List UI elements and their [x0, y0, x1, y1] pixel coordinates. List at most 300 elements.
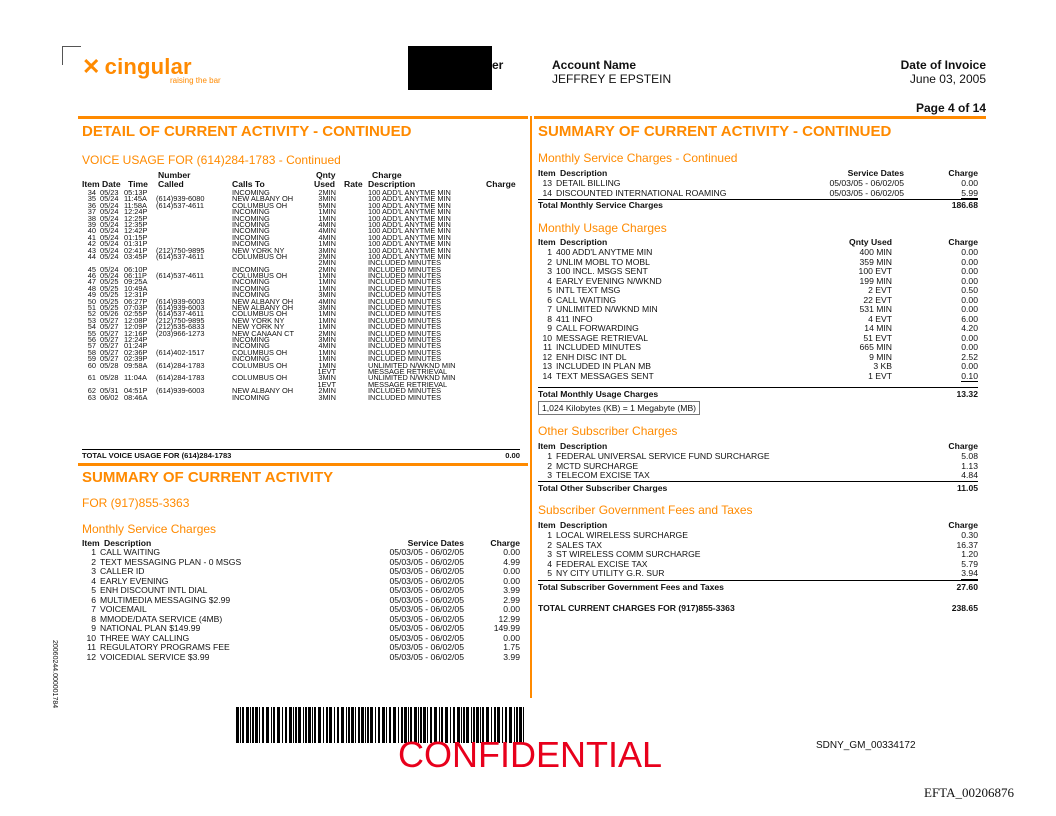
mu-qty: 400 MIN	[859, 247, 892, 257]
mc-item: 14	[542, 187, 552, 198]
gov-row	[538, 569, 978, 579]
mu-charge: 4.20	[961, 323, 978, 333]
voice-used: 3MIN	[318, 392, 336, 402]
mu-qty: 1 EVT	[868, 370, 892, 381]
voice-date: 05/24	[100, 219, 119, 229]
voice-time: 06:10P	[124, 264, 148, 274]
barcode-bar	[326, 707, 328, 743]
voice-date: 05/25	[100, 303, 119, 313]
voice-desc: INCLUDED MINUTES	[368, 309, 442, 319]
left-top-rule	[78, 116, 528, 119]
voice-called: (614)939-6003	[156, 296, 205, 306]
mu-qty: 14 MIN	[864, 323, 892, 333]
voice-hdr-charge-top: Charge	[372, 170, 402, 180]
ms-desc: VOICEDIAL SERVICE $3.99	[100, 651, 210, 662]
voice-used: 1MIN	[318, 309, 336, 319]
barcode-bar	[323, 707, 324, 743]
voice-desc: 100 ADD'L ANYTME MIN	[368, 213, 451, 223]
voice-item: 42	[87, 239, 96, 249]
mu-desc: TEXT MESSAGES SENT	[556, 370, 654, 381]
mc-hdr-charge: Charge	[948, 168, 978, 178]
ms-charge: 3.99	[503, 651, 520, 662]
voice-used: 3MIN	[318, 303, 336, 313]
barcode-bar	[293, 707, 294, 743]
voice-used: 3MIN	[318, 334, 336, 344]
gf-charge: 16.37	[956, 539, 978, 550]
voice-item: 60	[87, 360, 96, 370]
ms-item: 3	[91, 566, 96, 576]
mu-qty: 22 EVT	[863, 294, 892, 305]
confidential-stamp: CONFIDENTIAL	[398, 734, 663, 775]
ms-item: 11	[87, 642, 96, 652]
voice-used: 2MIN	[318, 264, 336, 274]
left-mid-rule	[78, 463, 528, 466]
voice-item: 56	[87, 334, 96, 344]
voice-used: 1MIN	[318, 354, 336, 364]
mu-qty: 199 MIN	[859, 275, 892, 286]
voice-callsto: INCOMING	[232, 341, 270, 351]
voice-time: 01:15P	[124, 232, 148, 242]
voice-item: 43	[87, 245, 96, 255]
oc-desc: FEDERAL UNIVERSAL SERVICE FUND SURCHARGE	[556, 451, 770, 461]
gf-desc: SALES TAX	[556, 539, 603, 550]
voice-desc: 100 ADD'L ANYTME MIN	[368, 219, 451, 229]
voice-callsto: INCOMING	[232, 354, 270, 364]
mu-qty: 359 MIN	[859, 256, 892, 267]
for-line: FOR (917)855-3363	[82, 496, 190, 510]
logo-tagline: raising the bar	[170, 76, 221, 85]
voice-desc: INCLUDED MINUTES	[368, 386, 442, 396]
mc-dates: 05/03/05 - 06/02/05	[829, 187, 904, 198]
voice-time: 01:24P	[124, 341, 148, 351]
voice-called: (212)750-9895	[156, 245, 205, 255]
voice-date: 05/28	[100, 360, 119, 370]
voice-time: 12:16P	[124, 328, 148, 338]
mu-item: 3	[547, 266, 552, 276]
voice-item: 55	[87, 328, 96, 338]
voice-time: 02:55P	[124, 309, 148, 319]
voice-item: 54	[87, 322, 96, 332]
voice-desc: INCLUDED MINUTES	[368, 347, 442, 357]
barcode-bar	[259, 707, 260, 743]
voice-time: 08:46A	[124, 392, 148, 402]
barcode-bar	[378, 707, 380, 743]
gf-desc: ST WIRELESS COMM SURCHARGE	[556, 549, 701, 559]
mu-charge: 0.00	[961, 256, 978, 267]
mu-qty: 3 KB	[873, 361, 892, 371]
voice-date: 05/27	[100, 315, 119, 325]
voice-used: 4MIN	[318, 219, 336, 229]
voice-item: 50	[87, 296, 96, 306]
mu-desc: INTL TEXT MSG	[556, 285, 621, 295]
gf-item: 3	[547, 549, 552, 559]
barcode-bar	[337, 707, 339, 743]
voice-date: 05/24	[100, 207, 119, 217]
barcode-bar	[240, 707, 241, 743]
voice-used: 1MIN	[318, 360, 336, 370]
monthly-service-row	[82, 653, 520, 663]
detail-title: DETAIL OF CURRENT ACTIVITY - CONTINUED	[82, 123, 412, 140]
barcode-bar	[271, 707, 272, 743]
voice-used: 2MIN	[318, 258, 336, 268]
mu-desc: INCLUDED MINUTES	[556, 342, 641, 352]
voice-item: 40	[87, 226, 96, 236]
ms-dates: 05/03/05 - 06/02/05	[389, 594, 464, 605]
voice-used: 3MIN	[318, 194, 336, 204]
voice-used: 4MIN	[318, 232, 336, 242]
voice-item: 63	[87, 392, 96, 402]
ms-charge: 149.99	[493, 623, 520, 633]
mu-qty: 100 EVT	[858, 266, 892, 276]
voice-callsto: COLUMBUS OH	[232, 251, 288, 261]
voice-used: 4MIN	[318, 226, 336, 236]
mu-item: 11	[543, 342, 552, 352]
ms-charge: 0.00	[503, 632, 520, 643]
voice-used: 1MIN	[318, 315, 336, 325]
voice-desc: INCLUDED MINUTES	[368, 277, 442, 287]
gf-desc: NY CITY UTILITY G.R. SUR	[556, 568, 665, 578]
mc-hdr-description: Description	[560, 168, 608, 178]
mu-charge: 0.00	[961, 294, 978, 305]
ms-dates: 05/03/05 - 06/02/05	[389, 547, 464, 557]
voice-usage-table	[82, 190, 522, 401]
voice-hdr-callsto: Calls To	[232, 179, 265, 189]
cingular-logo: ✕ cingular raising the bar	[82, 54, 221, 85]
barcode-bar	[355, 707, 356, 743]
voice-called: (614)939-6003	[156, 303, 205, 313]
redaction-box	[408, 46, 492, 90]
barcode-bar	[365, 707, 366, 743]
voice-date: 05/24	[100, 239, 119, 249]
barcode-bar	[305, 707, 307, 743]
mu-item: 5	[547, 285, 552, 295]
voice-date: 05/24	[100, 271, 119, 281]
usage-title: Monthly Usage Charges	[538, 221, 667, 235]
voice-desc: INCLUDED MINUTES	[368, 264, 442, 274]
grand-total-label: TOTAL CURRENT CHARGES FOR (917)855-3363	[538, 603, 735, 613]
gov-total-rule	[538, 580, 978, 581]
voice-called: (614)537-4611	[156, 309, 204, 319]
ms-hdr-item: Item	[82, 538, 100, 548]
barcode-bar	[386, 707, 387, 743]
mu-qty: 2 EVT	[868, 285, 892, 295]
voice-time: 11:04A	[124, 373, 147, 383]
voice-callsto: INCOMING	[232, 264, 270, 274]
mu-charge: 0.00	[961, 266, 978, 276]
voice-date: 05/23	[100, 188, 119, 197]
voice-called: (614)402-1517	[156, 347, 205, 357]
gf-item: 2	[547, 539, 552, 550]
voice-date: 05/24	[100, 245, 119, 255]
voice-desc: INCLUDED MINUTES	[368, 322, 442, 332]
vertical-code: 20060244.000001784	[51, 640, 58, 709]
usage-row	[538, 305, 978, 315]
barcode-bar	[308, 707, 311, 743]
mu-charge: 0.00	[961, 275, 978, 286]
mc-hdr-dates: Service Dates	[847, 168, 904, 178]
voice-desc: 100 ADD'L ANYTME MIN	[368, 194, 451, 204]
mu-desc: INCLUDED IN PLAN MB	[556, 361, 652, 371]
voice-callsto: COLUMBUS OH	[232, 309, 288, 319]
ms-dates: 05/03/05 - 06/02/05	[389, 566, 464, 576]
voice-time: 06:27P	[124, 296, 148, 306]
voice-used: 1MIN	[318, 207, 336, 217]
voice-hdr-called: Called	[158, 179, 184, 189]
usage-total-label: Total Monthly Usage Charges	[538, 389, 659, 399]
barcode-bar	[246, 707, 249, 743]
voice-desc: INCLUDED MINUTES	[368, 354, 442, 364]
mu-item: 13	[542, 361, 552, 371]
mu-hdr-item: Item	[538, 237, 556, 247]
usage-total-rule	[538, 387, 978, 388]
voice-used: 3MIN	[318, 290, 336, 300]
voice-desc: 100 ADD'L ANYTME MIN	[368, 188, 451, 197]
mc-dates: 05/03/05 - 06/02/05	[829, 178, 904, 188]
voice-desc: MESSAGE RETRIEVAL	[368, 379, 448, 389]
voice-used: 3MIN	[318, 373, 336, 383]
voice-date: 05/27	[100, 354, 119, 364]
voice-item: 61	[87, 373, 96, 383]
oc-item: 3	[547, 470, 552, 480]
voice-desc: 100 ADD'L ANYTME MIN	[368, 207, 451, 217]
voice-time: 09:58A	[124, 360, 148, 370]
voice-time: 07:03P	[124, 303, 148, 313]
voice-time: 12:24P	[124, 207, 148, 217]
voice-callsto: NEW YORK NY	[232, 315, 285, 325]
mc-desc: DISCOUNTED INTERNATIONAL ROAMING	[556, 187, 727, 198]
invoice-date-block	[860, 58, 986, 86]
ms-hdr-description: Description	[104, 538, 152, 548]
voice-date: 05/25	[100, 283, 119, 293]
mc-desc: DETAIL BILLING	[556, 178, 621, 188]
voice-item: 38	[87, 213, 96, 223]
voice-called: (212)750-9895	[156, 315, 205, 325]
voice-item: 46	[87, 271, 96, 281]
account-name-block	[552, 58, 671, 86]
voice-used: 1EVT	[317, 366, 336, 376]
voice-desc: 100 ADD'L ANYTME MIN	[368, 226, 451, 236]
gf-desc: LOCAL WIRELESS SURCHARGE	[556, 530, 688, 540]
mu-hdr-charge: Charge	[948, 237, 978, 247]
voice-callsto: INCOMING	[232, 213, 270, 223]
voice-item: 48	[87, 283, 96, 293]
voice-item: 45	[87, 264, 96, 274]
voice-item: 62	[87, 386, 96, 396]
oc-charge: 5.08	[961, 451, 978, 461]
voice-desc: INCLUDED MINUTES	[368, 341, 442, 351]
usage-row	[538, 372, 978, 382]
voice-callsto: INCOMING	[232, 283, 270, 293]
ms-dates: 05/03/05 - 06/02/05	[389, 623, 464, 633]
sdny-bates: SDNY_GM_00334172	[816, 740, 916, 751]
barcode-bar	[375, 707, 376, 743]
barcode-bar	[273, 707, 275, 743]
other-row	[538, 471, 978, 481]
voice-item: 47	[87, 277, 96, 287]
ms-item: 9	[91, 623, 96, 633]
ms-item: 7	[91, 604, 96, 614]
oc-charge: 4.84	[961, 470, 978, 480]
mc-charge: 5.99	[961, 187, 978, 198]
voice-used: 2MIN	[318, 328, 336, 338]
voice-time: 12:31P	[124, 290, 148, 300]
voice-date: 05/26	[100, 309, 119, 319]
voice-date: 05/27	[100, 328, 119, 338]
voice-callsto: INCOMING	[232, 188, 270, 197]
voice-date: 05/24	[100, 232, 119, 242]
voice-callsto: NEW ALBANY OH	[232, 194, 294, 204]
barcode-bar	[341, 707, 344, 743]
voice-item: 58	[87, 347, 96, 357]
voice-time: 02:41P	[124, 245, 148, 255]
mu-qty: 531 MIN	[859, 304, 892, 314]
barcode-bar	[318, 707, 321, 743]
invoice-date: June 03, 2005	[909, 72, 986, 86]
barcode-bar	[285, 707, 287, 743]
grand-total-row	[538, 603, 978, 613]
barcode-bar	[346, 707, 347, 743]
mu-item: 10	[542, 332, 552, 343]
barcode-bar	[282, 707, 283, 743]
mu-item: 7	[547, 304, 552, 314]
voice-used: 2MIN	[318, 386, 336, 396]
voice-used: 1MIN	[318, 271, 336, 281]
voice-date: 05/24	[100, 264, 119, 274]
barcode-bar	[393, 707, 396, 743]
voice-hdr-used: Used	[314, 179, 336, 189]
voice-time: 12:25P	[124, 213, 148, 223]
voice-time: 11:45A	[124, 194, 147, 204]
mu-item: 14	[542, 370, 552, 381]
mu-desc: ENH DISC INT DL	[556, 351, 627, 362]
ms-charge: 12.99	[498, 613, 520, 624]
voice-desc: 100 ADD'L ANYTME MIN	[368, 232, 451, 242]
gov-total-value: 27.60	[956, 582, 978, 592]
voice-callsto: NEW CANAAN CT	[232, 328, 295, 338]
gov-row	[538, 531, 978, 541]
voice-time: 12:24P	[124, 334, 148, 344]
other-table	[538, 452, 978, 481]
voice-time: 09:25A	[124, 277, 148, 287]
gov-header	[538, 520, 978, 530]
ms-item: 1	[91, 547, 96, 557]
voice-hdr-description: Description	[368, 179, 416, 189]
gf-charge: 5.79	[961, 558, 978, 569]
voice-desc: INCLUDED MINUTES	[368, 303, 442, 313]
gf-hdr-item: Item	[538, 520, 556, 530]
barcode-bar	[370, 707, 373, 743]
barcode-bar	[289, 707, 292, 743]
voice-date: 05/24	[100, 194, 119, 204]
voice-callsto: NEW ALBANY OH	[232, 386, 294, 396]
voice-total-value: 0.00	[505, 451, 520, 460]
other-total-label: Total Other Subscriber Charges	[538, 483, 668, 493]
mu-desc: UNLIM MOBL TO MOBL	[556, 256, 650, 267]
voice-callsto: NEW ALBANY OH	[232, 296, 294, 306]
other-total-value: 11.05	[956, 483, 978, 493]
voice-desc: MESSAGE RETRIEVAL	[368, 366, 448, 376]
voice-hdr-date: Date	[102, 179, 121, 189]
voice-desc: INCLUDED MINUTES	[368, 283, 442, 293]
voice-callsto: COLUMBUS OH	[232, 347, 288, 357]
voice-item: 41	[87, 232, 96, 242]
redaction-tail: er	[492, 58, 504, 72]
other-header	[538, 441, 978, 451]
voice-date: 05/28	[100, 373, 119, 383]
voice-callsto: COLUMBUS OH	[232, 200, 288, 210]
usage-table	[538, 248, 978, 381]
voice-item: 52	[87, 309, 96, 319]
mu-desc: CALL WAITING	[556, 294, 617, 305]
voice-used: 2MIN	[318, 188, 336, 197]
mu-hdr-qnty: Qnty Used	[849, 237, 892, 247]
voice-called: (614)284-1783	[156, 373, 205, 383]
voice-callsto: NEW YORK NY	[232, 322, 285, 332]
voice-item: 34	[87, 188, 96, 197]
voice-desc: INCLUDED MINUTES	[368, 328, 442, 338]
voice-hdr-rate: Rate	[344, 179, 363, 189]
ms-item: 4	[91, 575, 96, 586]
barcode-bar	[236, 707, 239, 743]
barcode-bar	[295, 707, 297, 743]
ms-dates: 05/03/05 - 06/02/05	[389, 642, 464, 652]
oc-desc: TELECOM EXCISE TAX	[556, 470, 650, 480]
voice-desc: 100 ADD'L ANYTME MIN	[368, 200, 451, 210]
gf-item: 4	[547, 558, 552, 569]
monthly-cont-row	[538, 189, 978, 199]
voice-called: (614)284-1783	[156, 360, 205, 370]
voice-used: 1MIN	[318, 239, 336, 249]
voice-item: 37	[87, 207, 96, 217]
gf-charge: 1.20	[961, 549, 978, 559]
voice-used: 1MIN	[318, 322, 336, 332]
ms-item: 5	[91, 585, 96, 595]
voice-callsto: INCOMING	[232, 277, 270, 287]
mc-item: 13	[542, 178, 552, 188]
voice-item: 44	[87, 251, 96, 261]
voice-hdr-qnty: Qnty	[316, 170, 336, 180]
mu-qty: 4 EVT	[868, 313, 892, 324]
voice-callsto: NEW ALBANY OH	[232, 303, 294, 313]
monthly-total-label: Total Monthly Service Charges	[538, 200, 663, 210]
mc-hdr-item: Item	[538, 168, 556, 178]
voice-total-rule	[82, 449, 520, 450]
voice-time: 10:49A	[124, 283, 148, 293]
ms-desc: EARLY EVENING	[100, 575, 169, 586]
monthly-total-rule	[538, 199, 978, 200]
barcode-bar	[277, 707, 280, 743]
ms-desc: MULTIMEDIA MESSAGING $2.99	[100, 594, 231, 605]
barcode-bar	[358, 707, 360, 743]
voice-time: 12:42P	[124, 226, 148, 236]
mu-qty: 665 MIN	[859, 342, 892, 352]
ms-dates: 05/03/05 - 06/02/05	[389, 604, 464, 614]
oc-hdr-charge: Charge	[948, 441, 978, 451]
barcode-bar	[389, 707, 391, 743]
voice-total-row	[82, 451, 520, 460]
barcode-bar	[361, 707, 364, 743]
barcode-bar	[329, 707, 332, 743]
efta-bates: EFTA_00206876	[924, 785, 1014, 800]
gov-total-label: Total Subscriber Government Fees and Taxes	[538, 582, 724, 592]
voice-item: 35	[87, 194, 96, 204]
ms-charge: 2.99	[503, 594, 520, 605]
mu-item: 4	[547, 275, 552, 286]
voice-time: 12:08P	[124, 315, 148, 325]
barcode-bar	[334, 707, 335, 743]
voice-time: 02:36P	[124, 347, 148, 357]
ms-charge: 0.00	[503, 566, 520, 576]
